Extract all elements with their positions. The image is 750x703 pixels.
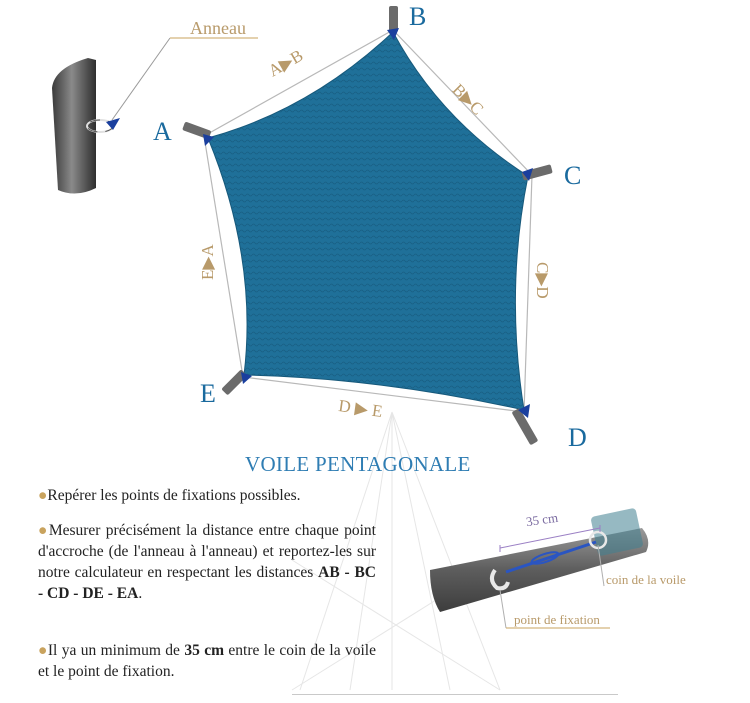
post-illustration xyxy=(52,58,120,194)
edge-ab-label: A▶B xyxy=(265,45,307,81)
bullet-icon: ● xyxy=(38,522,49,539)
instruction-2-end: . xyxy=(138,585,143,602)
ring-label: Anneau xyxy=(190,18,246,38)
instruction-3 xyxy=(38,640,376,682)
instruction-3-bold: 35 cm xyxy=(184,642,225,659)
bullet-icon: ● xyxy=(38,487,48,504)
pentagon-sail xyxy=(208,32,528,410)
edge-bc-label: B▶C xyxy=(448,80,488,119)
point-e-label: E xyxy=(200,379,216,408)
edge-cd-label: C▶D xyxy=(533,262,552,299)
fixing-c xyxy=(521,164,552,181)
divider xyxy=(292,694,618,695)
point-b-label: B xyxy=(409,2,427,31)
fixing-label: point de fixation xyxy=(514,612,600,627)
diagram-title: VOILE PENTAGONALE xyxy=(245,452,471,476)
point-d-label: D xyxy=(568,423,587,452)
instruction-2-text: Mesurer précisément la distance entre chaque point d'accroche (de l'anneau à l'anneau) et reportez-les sur notre calculateur en respectant les distances xyxy=(38,522,376,581)
bullet-icon: ● xyxy=(38,642,48,659)
distance-label: 35 cm xyxy=(525,509,559,530)
corner-label: coin de la voile xyxy=(606,572,686,587)
instruction-1-text: Repérer les points de fixations possibles. xyxy=(47,487,301,504)
instruction-2-bold: AB - BC - CD - DE - EA xyxy=(38,564,376,602)
point-a-label: A xyxy=(153,117,172,146)
point-c-label: C xyxy=(564,161,582,190)
fixing-leader-line xyxy=(500,590,506,628)
fixing-d xyxy=(512,404,539,445)
instruction-1 xyxy=(38,485,376,506)
instruction-3-end: entre le coin de la voile et le point de fixation. xyxy=(38,642,376,680)
edge-de-label: D ▶ E xyxy=(337,396,384,421)
ring-leader-line xyxy=(112,38,170,120)
instruction-3-text: Il ya un minimum de xyxy=(47,642,185,659)
instruction-2 xyxy=(38,520,376,604)
edge-ea-label: E▶A xyxy=(198,244,217,280)
